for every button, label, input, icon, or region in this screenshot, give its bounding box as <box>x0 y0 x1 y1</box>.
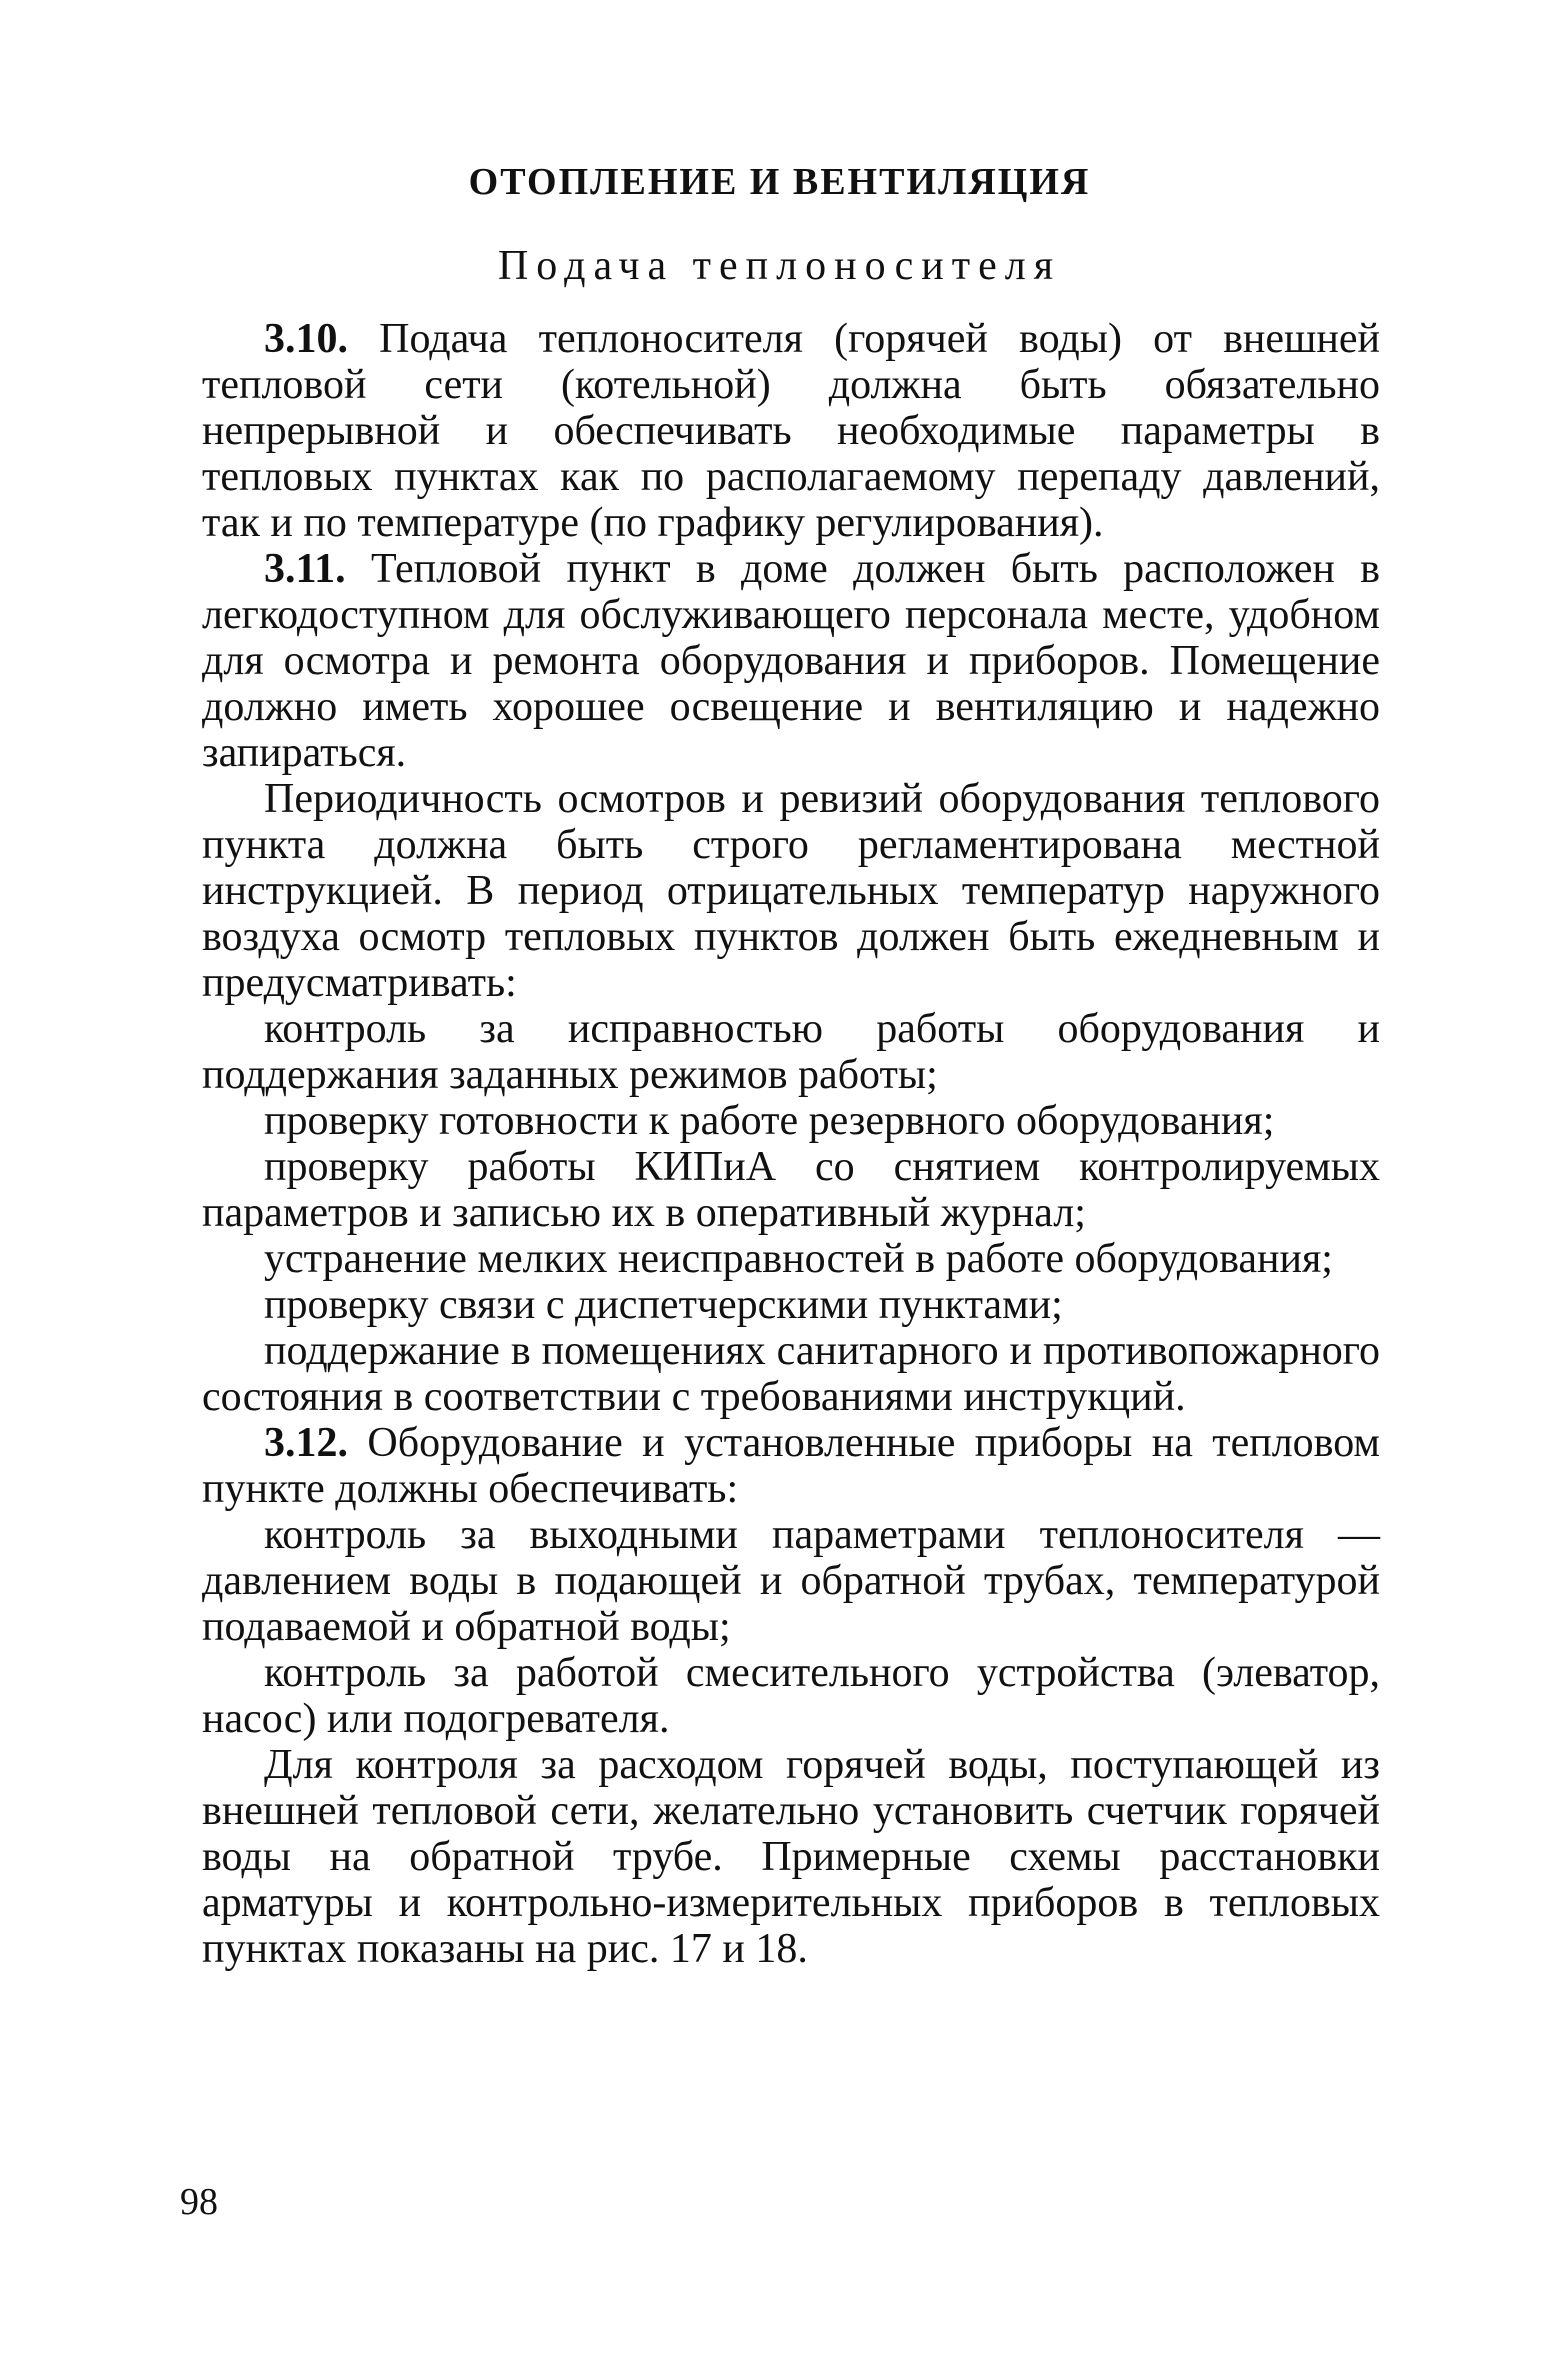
list-item: поддержание в помещениях санитарного и противопожарного состояния в соответствии с требованиями инструкций. <box>202 1328 1380 1420</box>
list-item: контроль за выходными параметрами теплоносителя — давлением воды в подающей и обратной трубах, температурой подаваемой и обратной воды; <box>202 1512 1380 1650</box>
list-item: проверку готовности к работе резервного оборудования; <box>264 1098 1275 1144</box>
list-item: проверку работы КИПиА со снятием контролируемых параметров и записью их в оперативный журнал; <box>202 1144 1380 1236</box>
clause-text: Оборудование и установленные приборы на тепловом пункте должны обеспечивать: <box>202 1420 1380 1512</box>
clause-number: 3.12. <box>264 1420 348 1466</box>
paragraph-periodicity: Периодичность осмотров и ревизий оборудования теплового пункта должна быть строго регламентирована местной инструкцией. В период отрицательных температур наружного воздуха осмотр тепловых пунктов должен быть ежедневным и предусматривать: <box>202 776 1380 1006</box>
paragraph-final: Для контроля за расходом горячей воды, поступающей из внешней тепловой сети, желательно установить счетчик горячей воды на обратной трубе. Примерные схемы расстановки арматуры и контрольно-измерительных приборов в тепловых пунктах показаны на рис. 17 и 18. <box>202 1742 1380 1972</box>
clause-text: Подача теплоносителя (горячей воды) от внешней тепловой сети (котельной) должна быть обязательно непрерывной и обеспечивать необходимые параметры в тепловых пунктах как по располагаемому перепаду давлений, так и по температуре (по графику регулирования). <box>202 316 1380 546</box>
clause-text: Тепловой пункт в доме должен быть расположен в легкодоступном для обслуживающего персонала месте, удобном для осмотра и ремонта оборудования и приборов. Помещение должно иметь хорошее освещение и вентиляцию и надежно запираться. <box>202 546 1380 776</box>
subsection-title: Подача теплоносителя <box>497 243 1062 289</box>
list-item: контроль за исправностью работы оборудования и поддержания заданных режимов работы; <box>202 1006 1380 1098</box>
list-item: проверку связи с диспетчерскими пунктами; <box>264 1282 1063 1328</box>
list-item: контроль за работой смесительного устройства (элеватор, насос) или подогревателя. <box>202 1650 1380 1742</box>
body-text <box>202 316 1380 1972</box>
paragraph-3-10 <box>202 316 1380 546</box>
page-number: 98 <box>180 2181 218 2223</box>
clause-number: 3.11. <box>264 546 346 592</box>
paragraph-3-12 <box>202 1420 1380 1512</box>
section-title: ОТОПЛЕНИЕ И ВЕНТИЛЯЦИЯ <box>468 161 1091 203</box>
list-item: устранение мелких неисправностей в работе оборудования; <box>264 1236 1333 1282</box>
clause-number: 3.10. <box>264 316 348 362</box>
paragraph-3-11 <box>202 546 1380 776</box>
